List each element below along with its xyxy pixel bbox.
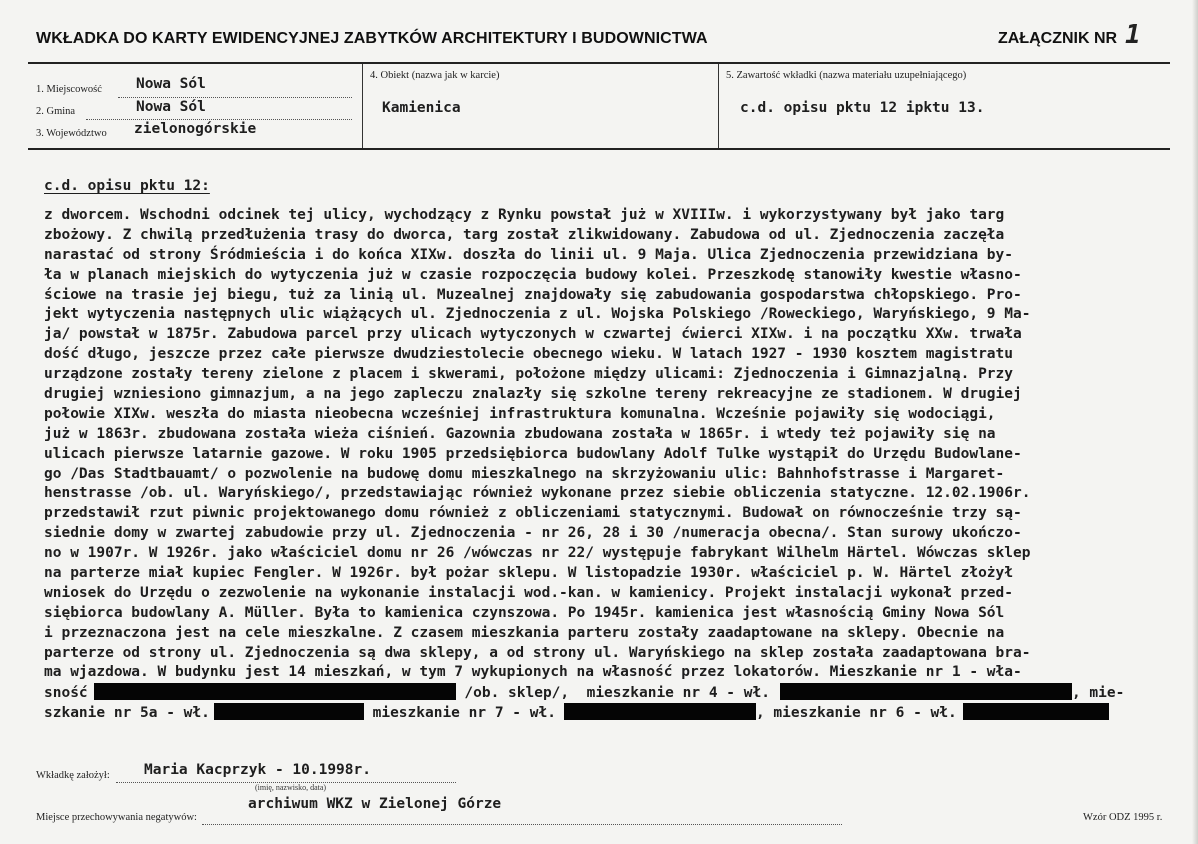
text-line: go /Das Stadtbauamt/ o pozwolenie na budowę domu mieszkalnego na skrzyżowaniu ulic: Bahnhofstrasse i Margaret-: [44, 465, 1005, 482]
redaction-block: [963, 703, 1109, 720]
zawartosc-value: c.d. opisu pktu 12 ipktu 13.: [740, 100, 985, 116]
text-line: ściowe na trasie jej biegu, tuż za linią ul. Muzealnej znajdowały się zabudowania gospodarstwa chłopskiego. Pro-: [44, 286, 1022, 303]
scan-edge-shadow: [1192, 0, 1198, 844]
archiwum-value: archiwum WKZ w Zielonej Górze: [248, 796, 502, 812]
dotted-line: [86, 119, 352, 120]
text-line: siednie domy w zwartej zabudowie przy ul. Zjednoczenia - nr 26, 28 i 30 /numeracja obecna/. Stan surowy ukończo-: [44, 525, 1022, 542]
section-heading: c.d. opisu pktu 12:: [44, 178, 210, 194]
redaction-block: [564, 703, 756, 720]
zalozyl-label: Wkładkę założył:: [36, 770, 110, 781]
text-line: parterze od strony ul. Zjednoczenia są dwa sklepy, a od strony ul. Waryńskiego na sklep została zaadaptowana bra-: [44, 644, 1031, 661]
document-title: WKŁADKA DO KARTY EWIDENCYJNEJ ZABYTKÓW ARCHITEKTURY I BUDOWNICTWA: [36, 30, 708, 47]
line-segment: sność: [44, 685, 88, 702]
line-segment: szkanie nr 5a - wł.: [44, 705, 210, 722]
miejscowosc-value: Nowa Sól: [136, 76, 206, 92]
line-segment: mieszkanie nr 7 - wł.: [363, 705, 556, 722]
text-line: już w 1863r. zbudowana została wieża ciśnień. Gazownia zbudowana została w 1865r. i wtedy też pojawiły się na: [44, 425, 996, 442]
text-line: jekt wytyczenia następnych ulic wiążących ul. Zjednoczenia z ul. Wojska Polskiego /Roweckiego, Waryńskiego, 9 Ma-: [44, 306, 1031, 323]
header-fields-box: [28, 62, 1170, 150]
text-line: no w 1907r. W 1926r. jako właściciel domu nr 26 /wówczas nr 22/ występuje fabrykant Wilhelm Härtel. Wówczas sklep: [44, 545, 1031, 562]
text-line: ma wjazdowa. W budynku jest 14 mieszkań, w tym 7 wykupionych na własność przez lokatorów. Mieszkanie nr 1 - wła-: [44, 664, 1022, 681]
gmina-value: Nowa Sól: [136, 99, 206, 115]
attachment-number: 1: [1125, 20, 1141, 50]
text-line: połowie XIXw. weszła do miasta nieobecna wcześniej infrastruktura komunalna. Wcześnie pojawiły się wodociągi,: [44, 405, 996, 422]
text-line: na parterze miał kupiec Fengler. W 1926r. był pożar sklepu. W listopadzie 1930r. właściciel p. W. Härtel złożył: [44, 565, 1014, 582]
obiekt-value: Kamienica: [382, 100, 461, 116]
text-line: siębiorca budowlany A. Müller. Była to kamienica czynszowa. Po 1945r. kamienica jest własnością Gminy Nowa Sól: [44, 604, 1005, 621]
gmina-label: 2. Gmina: [36, 106, 76, 117]
wojewodztwo-label: 3. Województwo: [36, 128, 107, 139]
text-line: i przeznaczona jest na cele mieszkalne. Z czasem mieszkania parteru zostały zaadaptowane na sklepy. Obecnie na: [44, 624, 1005, 641]
dotted-line: [202, 824, 842, 825]
text-line-redacted: [44, 683, 1194, 703]
redaction-block: [214, 703, 364, 720]
text-line: henstrasse /ob. ul. Waryńskiego/, przedstawiając również wykonane przez siebie obliczenia statyczne. 12.02.1906r.: [44, 485, 1031, 502]
redaction-block: [780, 683, 1072, 700]
line-segment: , mieszkanie nr 6 - wł.: [755, 705, 957, 722]
zalozyl-value: Maria Kacprzyk - 10.1998r.: [144, 762, 371, 778]
zawartosc-label: 5. Zawartość wkładki (nazwa materiału uzupełniającego): [726, 70, 967, 81]
dotted-line: [118, 97, 352, 98]
attachment-label: ZAŁĄCZNIK NR: [998, 30, 1118, 47]
redaction-block: [94, 683, 456, 700]
wojewodztwo-value: zielonogórskie: [134, 121, 257, 137]
text-line: ulicach pierwsze latarnie gazowe. W roku 1905 przedsiębiorca budowlany Adolf Tulke wystąpił do Urzędu Budowlane-: [44, 445, 1022, 462]
column-divider: [718, 64, 719, 148]
line-segment: , mie-: [1071, 685, 1125, 702]
text-line: wniosek do Urzędu o zezwolenie na wykonanie instalacji wod.-kan. w kamienicy. Projekt instalacji wykonał przed-: [44, 584, 1014, 601]
text-line-redacted: [44, 703, 1194, 723]
obiekt-label: 4. Obiekt (nazwa jak w karcie): [370, 70, 500, 81]
miejscowosc-label: 1. Miejscowość: [36, 84, 102, 95]
column-divider: [362, 64, 363, 148]
negatywy-label: Miejsce przechowywania negatywów:: [36, 812, 197, 823]
text-line: zbożowy. Z chwilą przedłużenia trasy do dworca, targ został zlikwidowany. Zabudowa od ul. Zjednoczenia zaczęła: [44, 226, 1005, 243]
text-line: ła w planach miejskich do wytyczenia już w czasie rozpoczęcia budowy kolei. Przeszkodę stanowiły kwestie własno-: [44, 266, 1022, 283]
line-segment: /ob. sklep/, mieszkanie nr 4 - wł.: [455, 685, 770, 702]
text-line: urządzone zostały tereny zielone z placem i skwerami, położone między ulicami: Zjednoczenia i Gimnazjalną. Przy: [44, 366, 1014, 383]
description-text: [44, 206, 1194, 723]
text-line: dość długo, jeszcze przez całe pierwsze dwudziestolecie obecnego wieku. W latach 1927 - 1930 kosztem magistratu: [44, 346, 1014, 363]
text-line: drugiej wzniesiono gimnazjum, a na jego zapleczu znalazły się szkolne tereny rekreacyjne ze stadionem. W drugiej: [44, 386, 1022, 403]
text-line: narastać od strony Śródmieścia i do końca XIXw. doszła do linii ul. 9 Maja. Ulica Zjednoczenia przewidziana by-: [44, 246, 1014, 263]
form-version: Wzór ODZ 1995 r.: [1083, 812, 1163, 823]
text-line: ja/ powstał w 1875r. Zabudowa parcel przy ulicach wytyczonych w czwartej ćwierci XIXw. i na początku XXw. trwała: [44, 326, 1022, 343]
zalozyl-hint: (imię, nazwisko, data): [255, 783, 327, 792]
text-line: z dworcem. Wschodni odcinek tej ulicy, wychodzący z Rynku powstał już w XVIIIw. i wykorzystywany był jako targ: [44, 207, 1005, 223]
text-line: przedstawił rzut piwnic projektowanego domu również z obliczeniami statycznymi. Budował on równocześnie trzy są-: [44, 505, 1022, 522]
